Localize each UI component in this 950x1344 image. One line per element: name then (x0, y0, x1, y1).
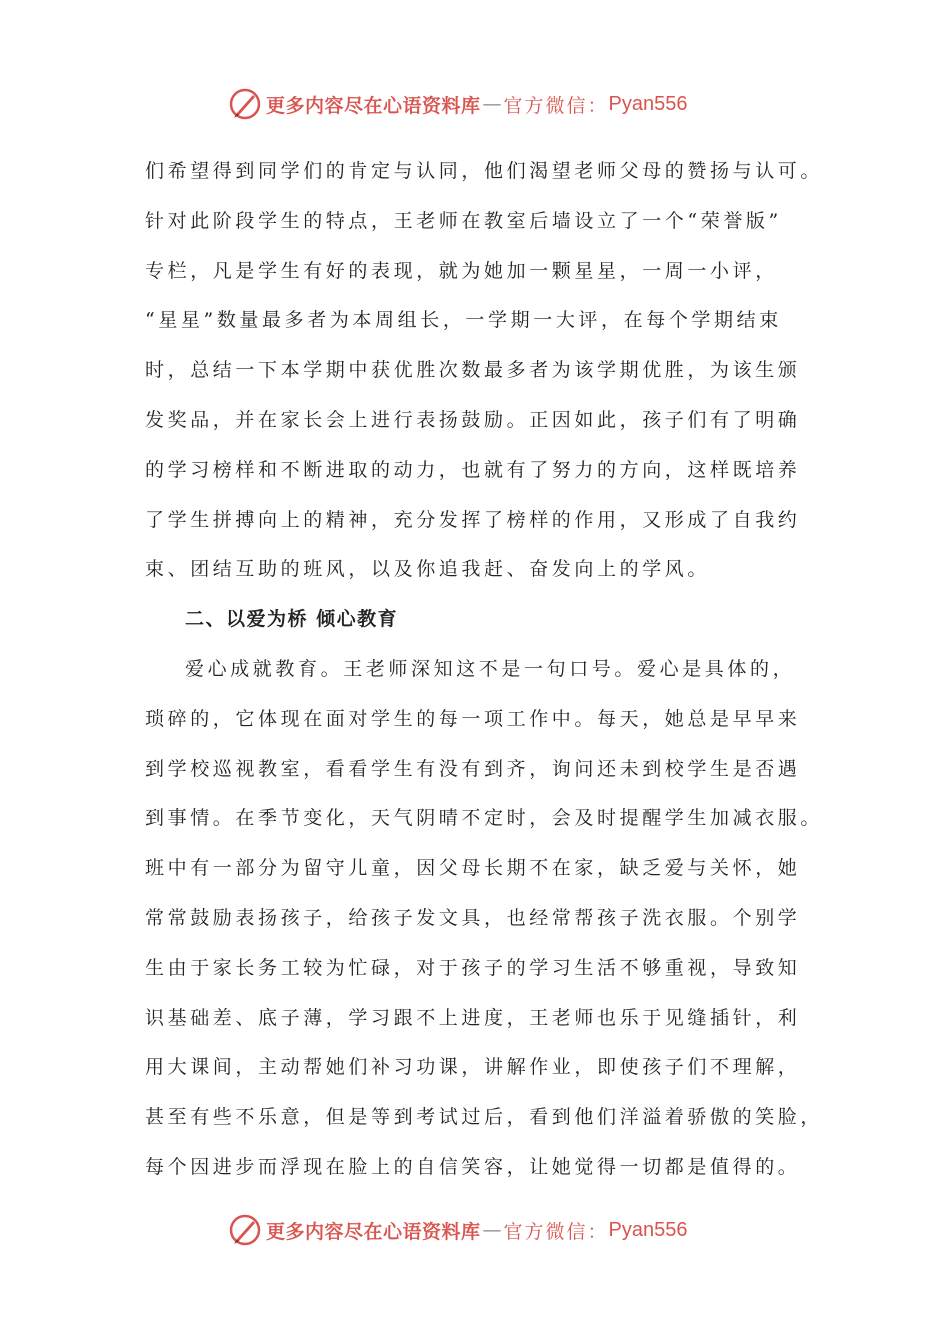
text-line: 们希望得到同学们的肯定与认同，他们渴望老师父母的赞扬与认可。 (145, 160, 824, 182)
document-body (145, 147, 825, 1193)
watermark-dash: — (482, 93, 502, 115)
text-line: 束、团结互助的班风，以及你追我赶、奋发向上的学风。 (145, 558, 711, 581)
watermark-id: Pyan556 (608, 1218, 688, 1241)
text-line: 针对此阶段学生的特点，王老师在教室后墙设立了一个“荣誉版” (145, 209, 782, 232)
text-line: 的学习榜样和不断进取的动力，也就有了努力的方向，这样既培养 (145, 458, 801, 481)
text-line: 用大课间，主动帮她们补习功课，讲解作业，即使孩子们不理解， (145, 1056, 801, 1079)
text-line: 甚至有些不乐意，但是等到考试过后，看到他们洋溢着骄傲的笑脸， (145, 1106, 824, 1129)
text-line: 专栏，凡是学生有好的表现，就为她加一颗星星，一周一小评， (145, 259, 778, 282)
watermark-dash: — (482, 1219, 502, 1241)
text-line: 了学生拼搏向上的精神，充分发挥了榜样的作用，又形成了自我约 (145, 508, 801, 531)
text-line: 发奖品，并在家长会上进行表扬鼓励。正因如此，孩子们有了明确 (145, 408, 801, 431)
header-watermark (228, 84, 688, 124)
text-line: 时，总结一下本学期中获优胜次数最多者为该学期优胜，为该生颁 (145, 359, 801, 382)
text-line: 常常鼓励表扬孩子，给孩子发文具，也经常帮孩子洗衣服。个别学 (145, 906, 801, 929)
text-line: “星星”数量最多者为本周组长，一学期一大评，在每个学期结束 (145, 309, 782, 332)
text-line: 到学校巡视教室，看看学生有没有到齐，询问还未到校学生是否遇 (145, 757, 801, 780)
text-line: 生由于家长务工较为忙碌，对于孩子的学习生活不够重视，导致知 (145, 956, 801, 979)
watermark-sub-text: 官方微信： (503, 1220, 609, 1243)
text-line: 识基础差、底子薄，学习跟不上进度，王老师也乐于见缝插针，利 (145, 1006, 801, 1029)
watermark-main-text: 更多内容尽在心语资料库 (266, 94, 481, 117)
text-line: 到事情。在季节变化，天气阴晴不定时，会及时提醒学生加减衣服。 (145, 807, 824, 830)
watermark-id: Pyan556 (608, 92, 688, 115)
text-line: 爱心成就教育。王老师深知这不是一句口号。爱心是具体的， (185, 657, 796, 680)
paragraph-2 (145, 645, 825, 1193)
text-line: 每个因进步而浮现在脸上的自信笑容，让她觉得一切都是值得的。 (145, 1155, 801, 1178)
text-line: 琐碎的，它体现在面对学生的每一项工作中。每天，她总是早早来 (145, 707, 801, 730)
section-heading: 二、以爱为桥 倾心教育 (185, 608, 399, 631)
text-line: 班中有一部分为留守儿童，因父母长期不在家，缺乏爱与关怀，她 (145, 857, 801, 880)
watermark-sub-text: 官方微信： (503, 94, 609, 117)
pen-logo-icon (228, 87, 262, 121)
watermark-main-text: 更多内容尽在心语资料库 (266, 1220, 481, 1243)
footer-watermark (228, 1210, 688, 1250)
paragraph-1 (145, 147, 825, 595)
pen-logo-icon (228, 1213, 262, 1247)
